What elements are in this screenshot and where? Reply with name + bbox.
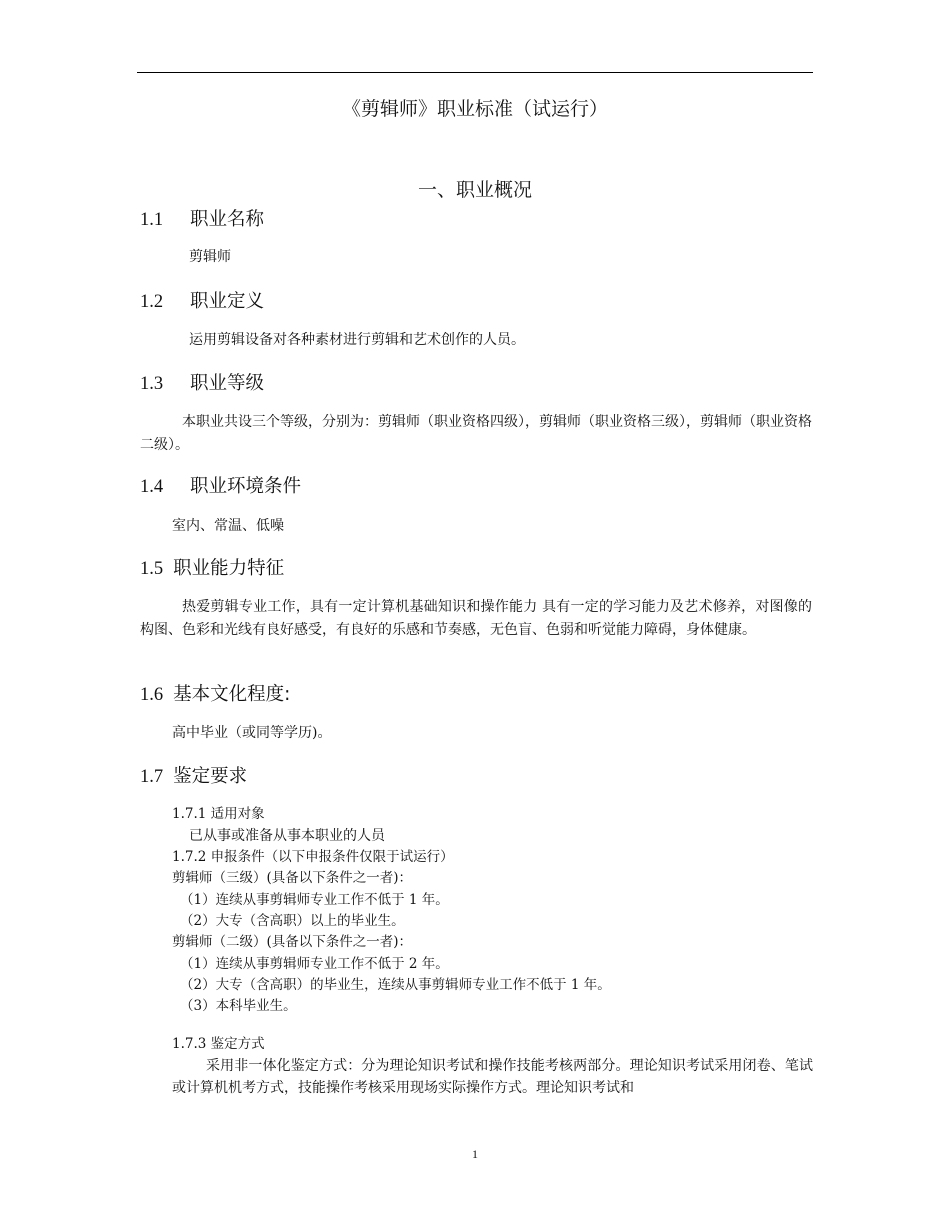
section-heading-1-3 <box>140 369 264 395</box>
section-title: 职业能力特征 <box>173 558 285 579</box>
section-heading-1-6 <box>140 680 290 706</box>
document-title: 《剪辑师》职业标准（试运行） <box>341 98 608 120</box>
section-heading-1-4 <box>140 472 301 498</box>
subsection-1-7-1-body: 已从事或准备从事本职业的人员 <box>189 828 385 844</box>
section-title: 职业等级 <box>190 373 265 394</box>
level-3-conditions-heading: 剪辑师（三级）(具备以下条件之一者)： <box>172 870 413 886</box>
section-title: 职业定义 <box>190 291 265 312</box>
section-number: 1.2 <box>140 292 164 312</box>
subsection-1-7-2-heading: 1.7.2 申报条件（以下申报条件仅限于试运行） <box>172 849 454 865</box>
level-2-conditions-heading: 剪辑师（二级）(具备以下条件之一者)： <box>172 934 413 950</box>
section-heading-1-5 <box>140 554 284 580</box>
section-body-1-6: 高中毕业（或同等学历)。 <box>172 725 332 741</box>
section-body-1-4: 室内、常温、低噪 <box>172 518 284 534</box>
section-title: 鉴定要求 <box>173 766 248 787</box>
section-heading-1-7 <box>140 762 247 788</box>
section-title: 职业环境条件 <box>190 476 302 497</box>
section-number: 1.7 <box>140 767 164 787</box>
section-body-1-2: 运用剪辑设备对各种素材进行剪辑和艺术创作的人员。 <box>189 332 525 348</box>
subsection-1-7-3-body: 采用非一体化鉴定方式：分为理论知识考试和操作技能考核两部分。理论知识考试采用闭卷、笔试或计算机机考方式，技能操作考核采用现场实际操作方式。理论知识考试和 <box>172 1058 813 1096</box>
section-heading-1-1 <box>140 205 264 231</box>
header-rule <box>137 72 813 73</box>
section-body-1-5: 热爱剪辑专业工作，具有一定计算机基础知识和操作能力 具有一定的学习能力及艺术修养，对图像的构图、色彩和光线有良好感受，有良好的乐感和节奏感，无色盲、色弱和听觉能力障碍，身体健康。 <box>140 599 812 638</box>
level-2-condition-1: （1）连续从事剪辑师专业工作不低于 2 年。 <box>180 956 449 972</box>
level-2-condition-2: （2）大专（含高职）的毕业生，连续从事剪辑师专业工作不低于 1 年。 <box>180 977 611 993</box>
subsection-1-7-3-heading: 1.7.3 鉴定方式 <box>172 1036 265 1052</box>
page-number: 1 <box>472 1147 478 1161</box>
section-number: 1.1 <box>140 210 164 230</box>
chapter-heading: 一、职业概况 <box>417 179 532 201</box>
section-number: 1.5 <box>140 559 164 579</box>
section-body-1-3: 本职业共设三个等级，分别为：剪辑师（职业资格四级），剪辑师（职业资格三级），剪辑师（职业资格二级）。 <box>140 414 812 453</box>
section-number: 1.6 <box>140 685 164 705</box>
section-body-1-1: 剪辑师 <box>189 249 231 265</box>
level-2-condition-3: （3）本科毕业生。 <box>180 998 297 1014</box>
section-number: 1.3 <box>140 374 164 394</box>
section-title: 基本文化程度: <box>173 684 291 705</box>
level-3-condition-2: （2）大专（含高职）以上的毕业生。 <box>180 913 405 929</box>
section-title: 职业名称 <box>190 209 265 230</box>
level-3-condition-1: （1）连续从事剪辑师专业工作不低于 1 年。 <box>180 892 449 908</box>
section-number: 1.4 <box>140 477 164 497</box>
section-heading-1-2 <box>140 287 264 313</box>
subsection-1-7-1-heading: 1.7.1 适用对象 <box>172 806 265 822</box>
